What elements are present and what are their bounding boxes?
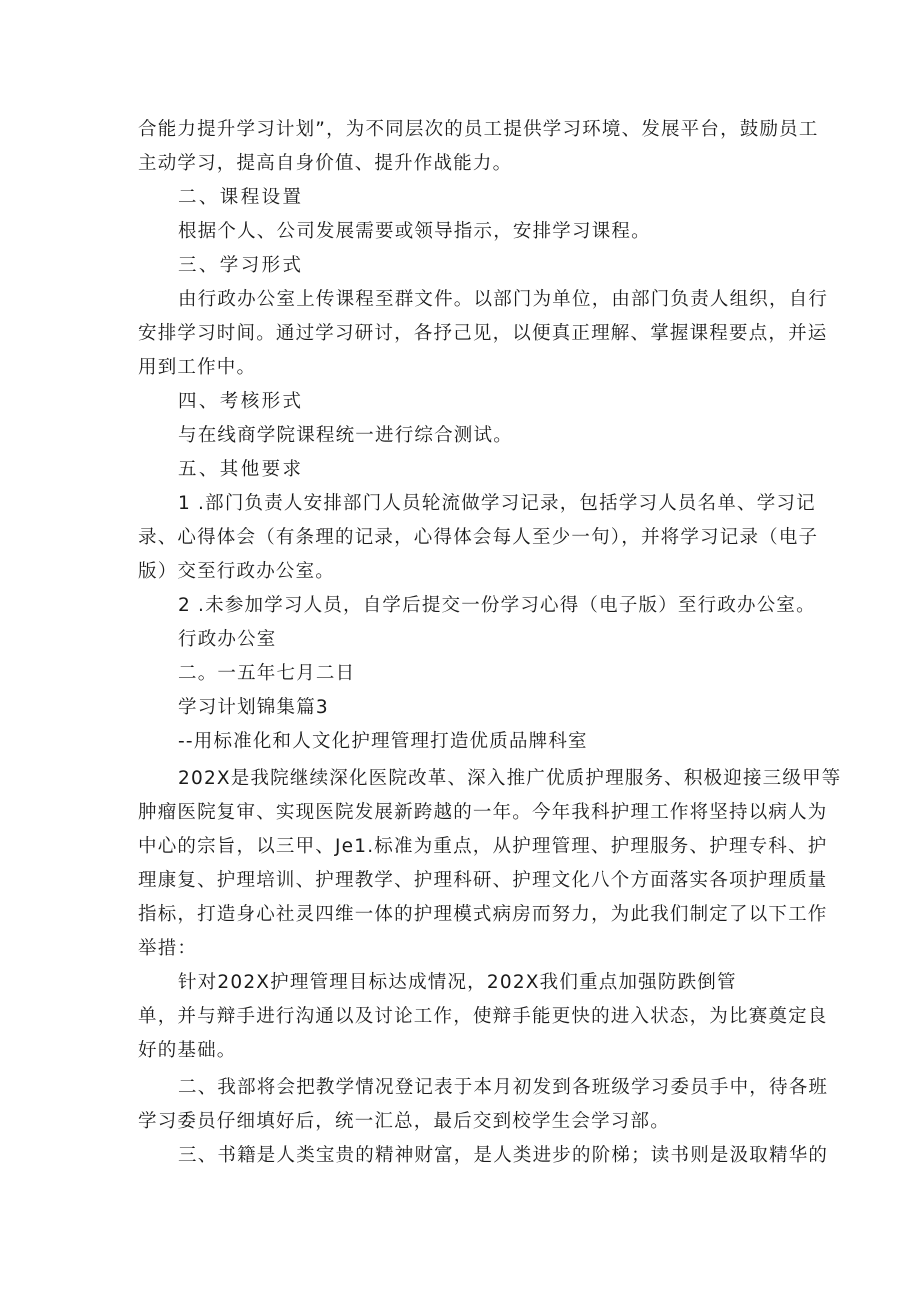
- paragraph-line: 中心的宗旨，以三甲、Je1.标准为重点，从护理管理、护理服务、护理专科、护: [138, 836, 828, 857]
- list-item-line: 1 .部门负责人安排部门人员轮流做学习记录，包括学习人员名单、学习记: [178, 493, 816, 514]
- paragraph-line: 主动学习，提高自身价值、提升作战能力。: [138, 153, 513, 174]
- paragraph-line: 三、书籍是人类宝贵的精神财富，是人类进步的阶梯；读书则是汲取精华的: [178, 1145, 829, 1166]
- article-title: 学习计划锦集篇3: [178, 697, 329, 718]
- paragraph-line: 好的基础。: [138, 1040, 237, 1061]
- article-subtitle: --用标准化和人文化护理管理打造优质品牌科室: [178, 731, 588, 752]
- list-item-line: 版）交至行政办公室。: [138, 561, 336, 582]
- signature-date: 二。一五年七月二日: [178, 663, 356, 684]
- paragraph-line: 由行政办公室上传课程至群文件。以部门为单位，由部门负责人组织，自行: [178, 289, 829, 310]
- paragraph-line: 理康复、护理培训、护理教学、护理科研、护理文化八个方面落实各项护理质量: [138, 870, 828, 891]
- paragraph-line: 针对202X护理管理目标达成情况，202X我们重点加强防跌倒管: [178, 972, 737, 993]
- paragraph-line: 二、我部将会把教学情况登记表于本月初发到各班级学习委员手中，待各班: [178, 1077, 829, 1098]
- section-heading: 二、课程设置: [178, 187, 304, 208]
- paragraph-line: 安排学习时间。通过学习研讨，各抒己见，以便真正理解、掌握课程要点，并运: [138, 323, 828, 344]
- signature-office: 行政办公室: [178, 629, 277, 650]
- list-item-line: 录、心得体会（有条理的记录，心得体会每人至少一句），并将学习记录（电子: [138, 527, 819, 548]
- paragraph-line: 指标，打造身心社灵四维一体的护理模式病房而努力，为此我们制定了以下工作: [138, 904, 828, 925]
- paragraph-line: 举措：: [138, 938, 198, 959]
- section-heading: 三、学习形式: [178, 255, 304, 276]
- paragraph-line: 根据个人、公司发展需要或领导指示，安排学习课程。: [178, 221, 651, 242]
- list-item-line: 2 .未参加学习人员，自学后提交一份学习心得（电子版）至行政办公室。: [178, 595, 816, 616]
- paragraph-line: 与在线商学院课程统一进行综合测试。: [178, 425, 513, 446]
- paragraph-line: 肿瘤医院复审、实现医院发展新跨越的一年。今年我科护理工作将坚持以病人为: [138, 802, 828, 823]
- section-heading: 四、考核形式: [178, 391, 304, 412]
- paragraph-line: 用到工作中。: [138, 357, 257, 378]
- section-heading: 五、其他要求: [178, 459, 304, 480]
- paragraph-line: 单，并与辩手进行沟通以及讨论工作，使辩手能更快的进入状态，为比赛奠定良: [138, 1006, 828, 1027]
- paragraph-line: 学习委员仔细填好后，统一汇总，最后交到校学生会学习部。: [138, 1111, 670, 1132]
- paragraph-line: 202X是我院继续深化医院改革、深入推广优质护理服务、积极迎接三级甲等: [178, 768, 842, 789]
- paragraph-line: 合能力提升学习计划”，为不同层次的员工提供学习环境、发展平台，鼓励员工: [138, 119, 819, 140]
